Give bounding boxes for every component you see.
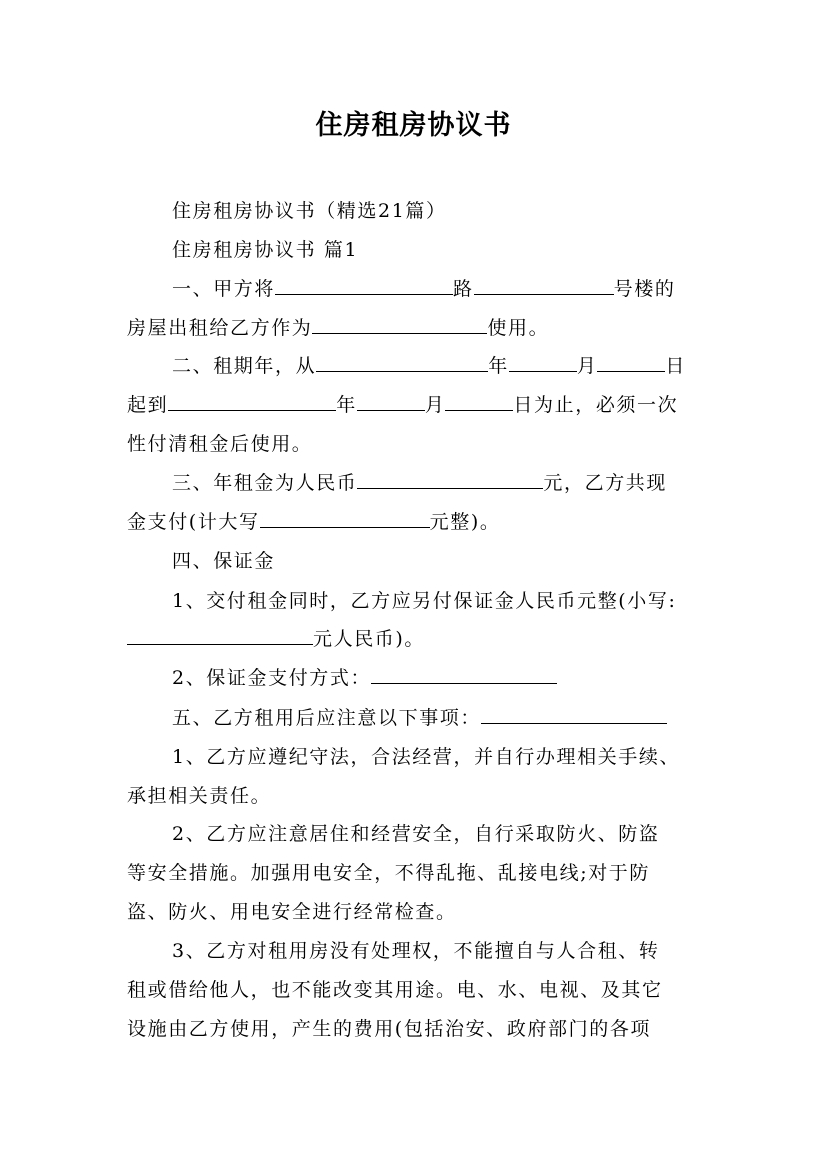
clause-4-item-1-cont: 元人民币)。 xyxy=(127,627,727,651)
blank-end-day xyxy=(445,393,513,411)
clause-1-line-2: 房屋出租给乙方作为 使用。 xyxy=(127,317,550,339)
clause-5-item-2-line-2: 等安全措施。加强用电安全，不得乱拖、乱接电线;对于防 xyxy=(127,862,651,884)
clause-2-line-3: 性付清租金后使用。 xyxy=(127,433,313,455)
subtitle-line: 住房租房协议书（精选21篇） xyxy=(172,200,447,222)
blank-start-year xyxy=(316,354,488,372)
clause-5-heading: 五、乙方租用后应注意以下事项： xyxy=(172,706,772,730)
blank-end-year xyxy=(168,393,336,411)
clause-3-line-1: 三、年租金为人民币 元，乙方共现 xyxy=(172,472,668,494)
blank-notes xyxy=(481,706,667,724)
blank-end-month xyxy=(357,393,425,411)
clause-2-line-2: 起到 年 月 日为止，必须一次 xyxy=(127,394,679,416)
blank-deposit xyxy=(127,627,313,645)
clause-5-item-3-line-1: 3、乙方对租用房没有处理权，不能擅自与人合租、转 xyxy=(172,940,660,962)
clause-3-line-2: 金支付(计大写 元整)。 xyxy=(127,511,501,533)
section-heading: 住房租房协议书 篇1 xyxy=(172,239,359,261)
clause-2-line-1: 二、租期年，从 年 月 日 xyxy=(172,355,687,377)
document-title: 住房租房协议书 xyxy=(315,110,512,141)
blank-rent-capital xyxy=(260,510,430,528)
blank-payment-method xyxy=(371,666,557,684)
blank-usage xyxy=(312,316,487,334)
clause-5-item-3-line-3: 设施由乙方使用，产生的费用(包括治安、政府部门的各项 xyxy=(127,1018,652,1040)
clause-4-item-2: 2、保证金支付方式： xyxy=(172,666,772,690)
blank-road xyxy=(275,277,453,295)
clause-5-item-3-line-2: 租或借给他人，也不能改变其用途。电、水、电视、及其它 xyxy=(127,979,663,1001)
clause-1-line-1: 一、甲方将 路 号楼的 xyxy=(172,278,676,300)
clause-5-item-2-line-3: 盗、防火、用电安全进行经常检查。 xyxy=(127,901,457,923)
blank-rent-amount xyxy=(357,471,543,489)
clause-5-item-2-line-1: 2、乙方应注意居住和经营安全，自行采取防火、防盗 xyxy=(172,823,660,845)
clause-4-item-1: 1、交付租金同时，乙方应另付保证金人民币元整(小写: xyxy=(172,590,677,612)
clause-4-heading: 四、保证金 xyxy=(172,550,276,572)
clause-5-item-1-line-2: 承担相关责任。 xyxy=(127,785,272,807)
blank-start-day xyxy=(597,354,665,372)
blank-start-month xyxy=(509,354,577,372)
blank-building xyxy=(474,277,614,295)
clause-5-item-1-line-1: 1、乙方应遵纪守法，合法经营，并自行办理相关手续、 xyxy=(172,746,681,768)
